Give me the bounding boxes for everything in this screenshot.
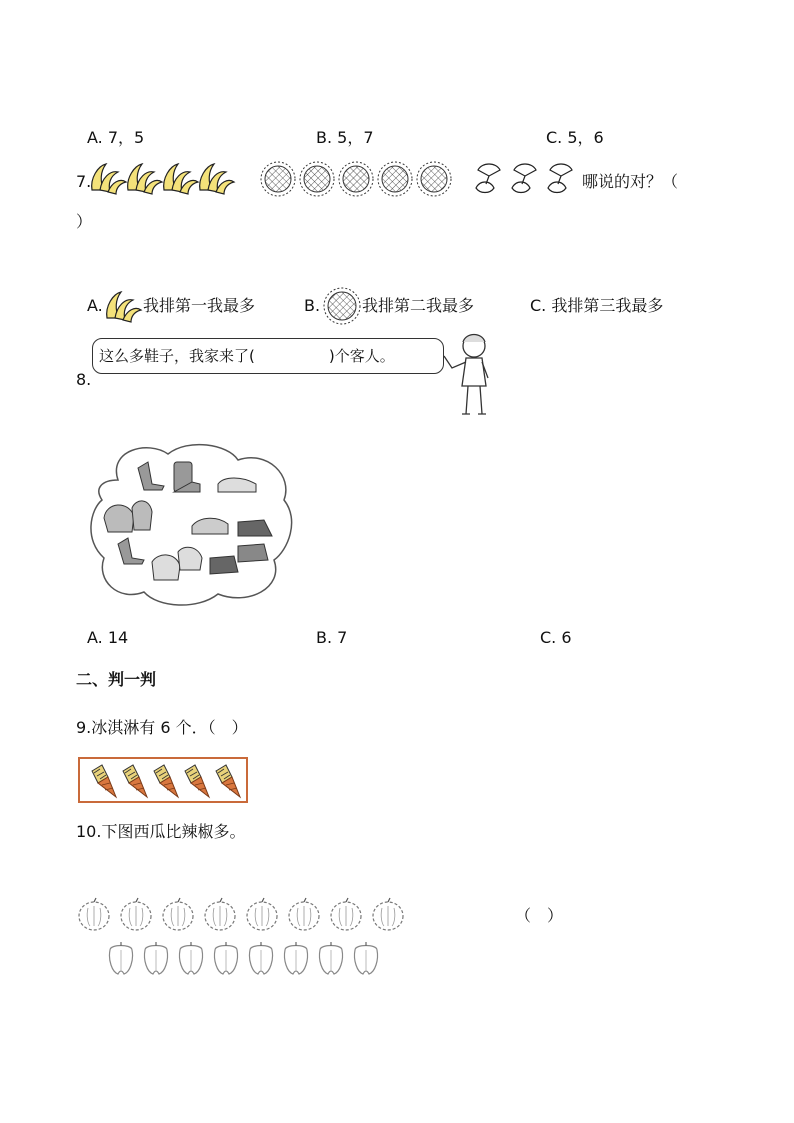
q8-option-a[interactable]: A. 14 <box>87 628 129 647</box>
section-title: 二、判一判 <box>76 670 157 689</box>
sunflower-icon <box>322 286 362 326</box>
q7-option-a-prefix[interactable]: A. <box>87 296 103 315</box>
q7-plant-group <box>472 160 582 198</box>
q7-option-a-text[interactable]: 我排第一我最多 <box>143 296 256 315</box>
watermelon-icon <box>247 898 277 930</box>
pepper-icon <box>354 942 377 974</box>
shoe-icon <box>104 505 134 532</box>
watermelon-icon <box>331 898 361 930</box>
q7-number: 7. <box>76 172 92 191</box>
sunflower-icon <box>378 162 412 196</box>
icecream-icon <box>185 765 209 797</box>
icecream-box <box>78 757 248 803</box>
watermelon-icon <box>373 898 403 930</box>
morning-glory-icon <box>548 164 572 193</box>
icecream-icon <box>216 765 240 797</box>
watermelon-icon <box>205 898 235 930</box>
speech-text-end: )个客人。 <box>328 347 395 365</box>
banana-icon <box>164 164 198 194</box>
pepper-icon <box>144 942 167 974</box>
watermelon-row <box>74 894 404 936</box>
shoes-cloud <box>88 440 298 608</box>
morning-glory-icon <box>512 164 536 193</box>
pepper-icon <box>284 942 307 974</box>
pepper-icon <box>109 942 132 974</box>
sneaker-icon <box>210 556 238 574</box>
q7-question-close: ） <box>76 212 93 231</box>
morning-glory-icon <box>476 164 500 193</box>
q8-number: 8. <box>76 370 92 389</box>
boy-illustration <box>440 328 500 422</box>
watermelon-icon <box>121 898 151 930</box>
q8-option-b[interactable]: B. 7 <box>316 628 348 647</box>
pepper-icon <box>249 942 272 974</box>
sunflower-icon <box>300 162 334 196</box>
watermelon-icon <box>163 898 193 930</box>
q7-question-tail: 哪说的对？（ <box>582 172 679 191</box>
speech-text: 这么多鞋子，我家来了( <box>99 347 255 365</box>
q6-option-b[interactable]: B. 5，7 <box>316 128 374 147</box>
q6-option-c[interactable]: C. 5，6 <box>546 128 604 147</box>
sunflower-icon <box>261 162 295 196</box>
pepper-icon <box>319 942 342 974</box>
icecream-icon <box>92 765 116 797</box>
pepper-icon <box>179 942 202 974</box>
pepper-row <box>104 940 394 976</box>
q10-text: 10.下图西瓜比辣椒多。 <box>76 822 246 841</box>
q8-option-c[interactable]: C. 6 <box>540 628 572 647</box>
banana-icon <box>128 164 162 194</box>
sneaker-icon <box>238 544 268 562</box>
banana-icon <box>200 164 234 194</box>
q9-text: 9.冰淇淋有 6 个．（ ） <box>76 718 248 737</box>
shoe-icon <box>132 501 152 530</box>
speech-bubble <box>92 338 444 374</box>
q7-option-b-text[interactable]: 我排第二我最多 <box>362 296 475 315</box>
shoe-icon <box>152 555 180 580</box>
q7-option-c[interactable]: C. 我排第三我最多 <box>530 296 664 315</box>
banana-icon <box>103 286 143 326</box>
icecream-icon <box>154 765 178 797</box>
watermelon-icon <box>79 898 109 930</box>
icecream-icon <box>123 765 147 797</box>
q7-sunflower-group <box>258 160 454 198</box>
watermelon-icon <box>289 898 319 930</box>
q7-option-b-prefix[interactable]: B. <box>304 296 321 315</box>
q6-option-a[interactable]: A. 7，5 <box>87 128 145 147</box>
banana-icon <box>92 164 126 194</box>
pepper-icon <box>214 942 237 974</box>
q7-banana-group <box>88 160 238 198</box>
sunflower-icon <box>417 162 451 196</box>
sunflower-icon <box>339 162 373 196</box>
q10-answer-paren[interactable]: （ ） <box>515 906 564 925</box>
